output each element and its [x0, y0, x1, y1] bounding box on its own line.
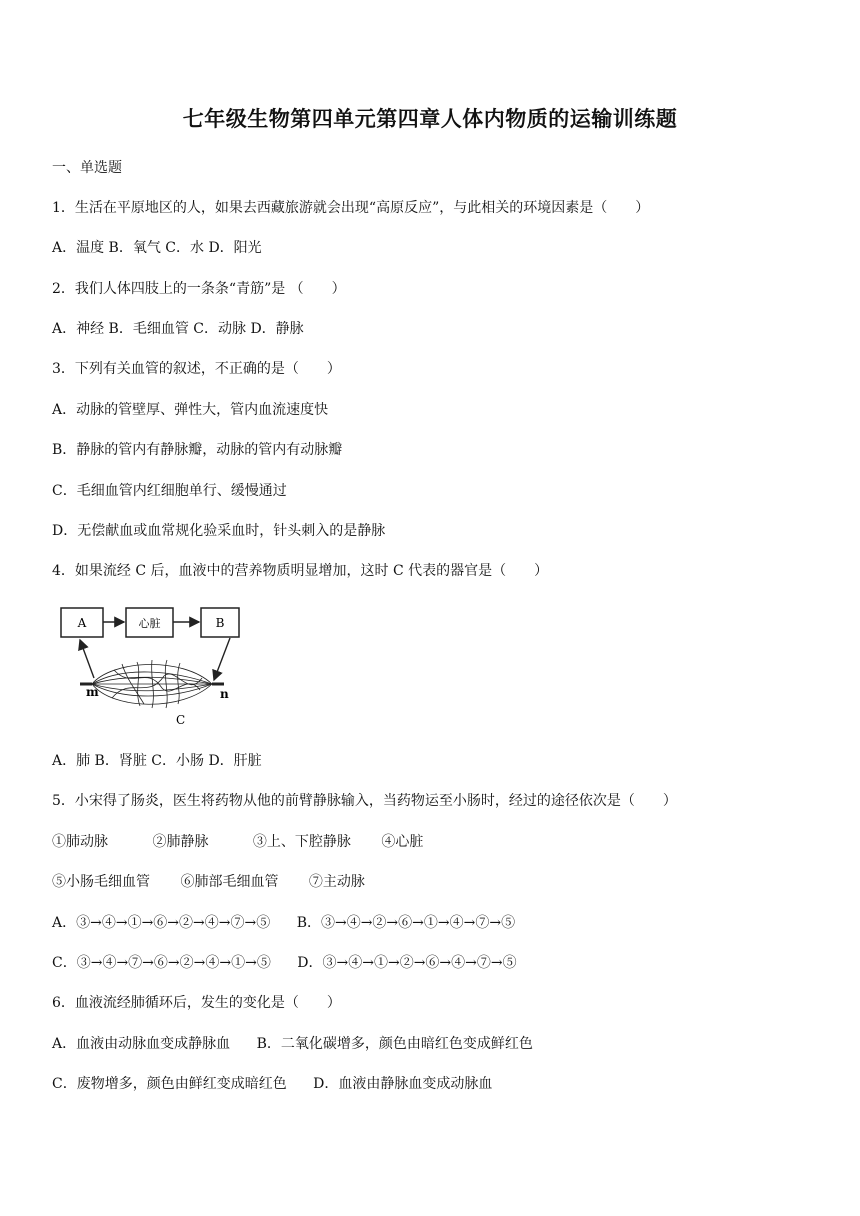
- box-b-label: B: [215, 616, 225, 630]
- question-3-option-c: C．毛细血管内红细胞单行、缓慢通过: [52, 483, 287, 499]
- page-title: 七年级生物第四单元第四章人体内物质的运输训练题: [182, 107, 678, 131]
- circulation-diagram: [52, 600, 252, 732]
- label-c: C: [176, 713, 186, 727]
- option-a: A．血液由动脉血变成静脉血: [52, 1036, 231, 1052]
- item-5: ⑤小肠毛细血管: [52, 874, 150, 890]
- option-d: D．③→④→①→②→⑥→④→⑦→⑤: [297, 955, 517, 971]
- question-3-stem: 3．下列有关血管的叙述，不正确的是（ ）: [52, 361, 341, 377]
- option-b: B．③→④→②→⑥→①→④→⑦→⑤: [296, 915, 516, 931]
- question-5-items-row-1: [52, 833, 423, 851]
- section-heading: 一、单选题: [52, 160, 122, 176]
- question-6-stem: 6．血液流经肺循环后，发生的变化是（ ）: [52, 995, 341, 1011]
- question-1-stem: 1．生活在平原地区的人，如果去西藏旅游就会出现“高原反应”，与此相关的环境因素是（ ）: [52, 200, 650, 216]
- arrow-m-to-a: [80, 640, 94, 678]
- question-3-option-d: D．无偿献血或血常规化验采血时，针头刺入的是静脉: [52, 523, 386, 539]
- question-2-options: A．神经 B．毛细血管 C．动脉 D．静脉: [52, 321, 304, 337]
- item-6: ⑥肺部毛细血管: [180, 874, 279, 890]
- item-2: ②肺静脉: [152, 834, 209, 850]
- arrow-b-to-n: [214, 638, 230, 680]
- question-6-options-ab: [52, 1035, 533, 1053]
- label-m: m: [86, 685, 99, 699]
- item-4: ④心脏: [381, 834, 424, 850]
- option-b: B．二氧化碳增多，颜色由暗红色变成鲜红色: [256, 1036, 533, 1052]
- item-7: ⑦主动脉: [308, 874, 365, 890]
- question-3-option-a: A．动脉的管壁厚、弹性大，管内血流速度快: [52, 402, 329, 418]
- question-1-options: A．温度 B．氧气 C．水 D．阳光: [52, 240, 262, 256]
- label-n: n: [220, 687, 229, 701]
- option-a: A．③→④→①→⑥→②→④→⑦→⑤: [52, 915, 271, 931]
- box-heart-label: 心脏: [138, 617, 161, 630]
- question-5-options-ab: [52, 914, 515, 932]
- question-5-items-row-2: [52, 873, 365, 891]
- box-a-label: A: [77, 616, 87, 630]
- question-4-options: A．肺 B．肾脏 C．小肠 D．肝脏: [52, 753, 262, 769]
- question-2-stem: 2．我们人体四肢上的一条条“青筋”是 （ ）: [52, 281, 346, 297]
- option-c: C．废物增多，颜色由鲜红变成暗红色: [52, 1076, 287, 1092]
- question-5-options-cd: [52, 954, 517, 972]
- question-3-option-b: B．静脉的管内有静脉瓣，动脉的管内有动脉瓣: [52, 442, 343, 458]
- option-d: D．血液由静脉血变成动脉血: [313, 1076, 493, 1092]
- question-6-options-cd: [52, 1075, 492, 1093]
- question-5-stem: 5．小宋得了肠炎，医生将药物从他的前臂静脉输入，当药物运至小肠时，经过的途径依次是（ ）: [52, 793, 677, 809]
- option-c: C．③→④→⑦→⑥→②→④→①→⑤: [52, 955, 271, 971]
- capillary-network: [80, 660, 224, 708]
- item-1: ①肺动脉: [52, 834, 108, 850]
- question-4-stem: 4．如果流经 C 后，血液中的营养物质明显增加，这时 C 代表的器官是（ ）: [52, 563, 549, 579]
- item-3: ③上、下腔静脉: [252, 834, 351, 850]
